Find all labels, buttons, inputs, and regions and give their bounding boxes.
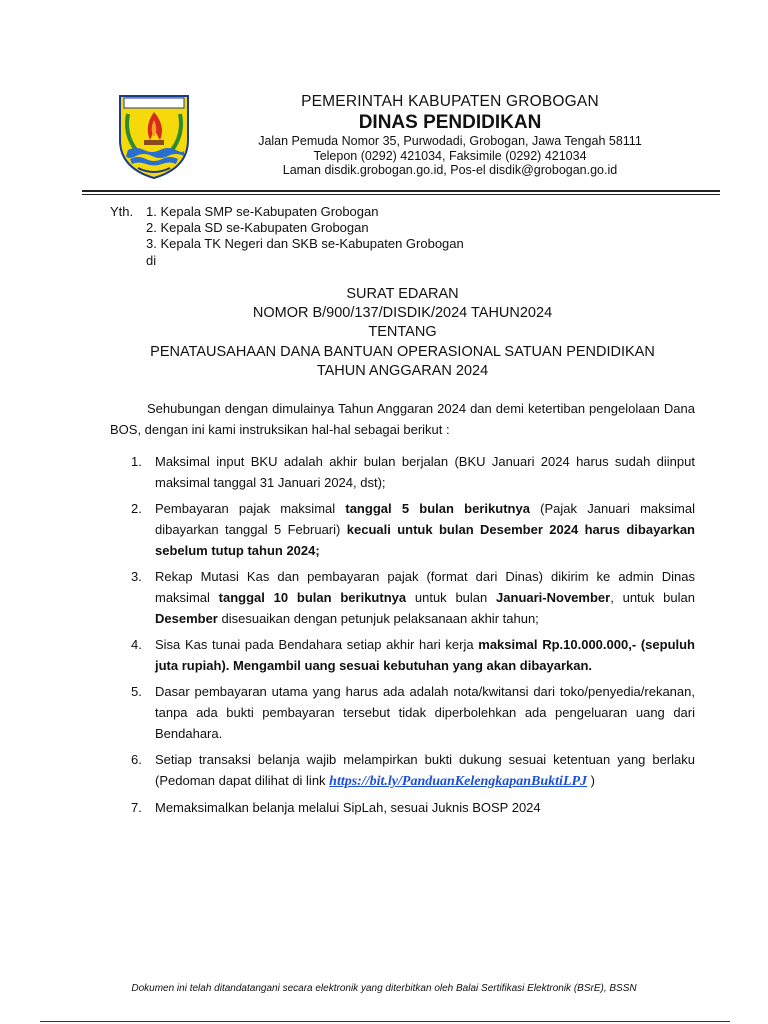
instruction-text: Pembayaran pajak maksimal xyxy=(155,501,346,516)
esignature-footer-note: Dokumen ini telah ditandatangani secara elektronik yang diterbitkan oleh Balai Sertifikasi Elektronik (BSrE), BSSN xyxy=(131,983,637,994)
instruction-text: Memaksimalkan belanja melalui SipLah, sesuai Juknis BOSP 2024 xyxy=(155,800,541,815)
instruction-text: ) xyxy=(587,773,595,788)
instruction-number: 4. xyxy=(131,637,142,652)
instruction-item xyxy=(110,451,695,493)
instruction-text: Rekap Mutasi Kas dan pembayaran pajak (format dari Dinas) dikirim ke admin Dinas maksimal xyxy=(155,569,695,605)
intro-paragraph: Sehubungan dengan dimulainya Tahun Anggaran 2024 dan demi ketertiban pengelolaan Dana BOS, dengan ini kami instruksikan hal-hal sebagai berikut : xyxy=(110,401,695,437)
instruction-emphasis: tanggal 5 bulan berikutnya xyxy=(345,501,530,516)
instruction-number: 6. xyxy=(131,752,142,767)
instruction-text: Dasar pembayaran utama yang harus ada adalah nota/kwitansi dari toko/penyedia/rekanan, tanpa ada bukti pembayaran tersebut tidak diperbolehkan ada pengeluaran uang dari Bendahara. xyxy=(155,684,695,741)
instruction-number: 7. xyxy=(131,800,142,815)
letterhead-rule-thick xyxy=(82,190,720,192)
instruction-number: 1. xyxy=(131,454,142,469)
instruction-text: Maksimal input BKU adalah akhir bulan berjalan (BKU Januari 2024 harus sudah diinput maksimal tanggal 31 Januari 2024, dst); xyxy=(155,454,695,490)
instruction-text: Setiap transaksi belanja wajib melampirkan bukti dukung sesuai ketentuan yang berlaku (Pedoman dapat dilihat di link xyxy=(155,752,695,788)
instruction-item xyxy=(110,797,695,818)
instruction-number: 2. xyxy=(131,501,142,516)
instruction-number: 3. xyxy=(131,569,142,584)
letterhead-government: PEMERINTAH KABUPATEN GROBOGAN xyxy=(301,93,599,110)
letter-subject-year: TAHUN ANGGARAN 2024 xyxy=(316,363,489,379)
instruction-item xyxy=(110,634,695,676)
letter-subject: PENATAUSAHAAN DANA BANTUAN OPERASIONAL SATUAN PENDIDIKAN xyxy=(150,344,655,360)
recipient-label: Yth. xyxy=(110,204,134,219)
instruction-text: (Pajak Januari maksimal dibayarkan tanggal 5 Februari) xyxy=(155,501,695,537)
instruction-item xyxy=(110,566,695,629)
instruction-list xyxy=(110,451,695,823)
instruction-number: 5. xyxy=(131,684,142,699)
letterhead-website-email: Laman disdik.grobogan.go.id, Pos-el disdik@grobogan.go.id xyxy=(282,163,618,177)
letter-about-label: TENTANG xyxy=(368,324,437,340)
grobogan-regency-emblem-icon xyxy=(114,88,194,180)
letter-number: NOMOR B/900/137/DISDIK/2024 TAHUN2024 xyxy=(252,305,553,321)
instruction-emphasis: Desember xyxy=(155,611,218,626)
letterhead-address: Jalan Pemuda Nomor 35, Purwodadi, Grobogan, Jawa Tengah 58111 xyxy=(258,134,642,148)
instruction-emphasis: maksimal Rp.10.000.000,- (sepuluh juta rupiah). Mengambil uang sesuai kebutuhan yang akan dibayarkan. xyxy=(155,637,695,673)
instruction-text: Sisa Kas tunai pada Bendahara setiap akhir hari kerja xyxy=(155,637,479,652)
recipient-item: 3. Kepala TK Negeri dan SKB se-Kabupaten Grobogan xyxy=(146,236,464,251)
instruction-item xyxy=(110,749,695,792)
instruction-emphasis: tanggal 10 bulan berikutnya xyxy=(218,590,407,605)
instruction-text: disesuaikan dengan petunjuk pelaksanaan akhir tahun; xyxy=(217,611,539,626)
instruction-item xyxy=(110,498,695,561)
instruction-text: , untuk bulan xyxy=(610,590,695,605)
instruction-item xyxy=(110,681,695,744)
footer-divider xyxy=(40,1021,730,1022)
letterhead-agency: DINAS PENDIDIKAN xyxy=(358,112,542,133)
guideline-link[interactable]: https://bit.ly/PanduanKelengkapanBuktiLPJ xyxy=(329,774,588,789)
recipient-item: 1. Kepala SMP se-Kabupaten Grobogan xyxy=(146,204,379,219)
instruction-text: untuk bulan xyxy=(406,590,497,605)
letterhead-rule-thin xyxy=(82,194,720,195)
recipient-item: 2. Kepala SD se-Kabupaten Grobogan xyxy=(146,220,369,235)
instruction-emphasis: kecuali untuk bulan Desember 2024 harus dibayarkan sebelum tutup tahun 2024; xyxy=(155,522,695,558)
instruction-emphasis: Januari-November xyxy=(496,590,611,605)
letter-type-title: SURAT EDARAN xyxy=(346,286,459,302)
recipient-location: di xyxy=(146,253,157,268)
letterhead-phone: Telepon (0292) 421034, Faksimile (0292) 421034 xyxy=(313,149,587,163)
